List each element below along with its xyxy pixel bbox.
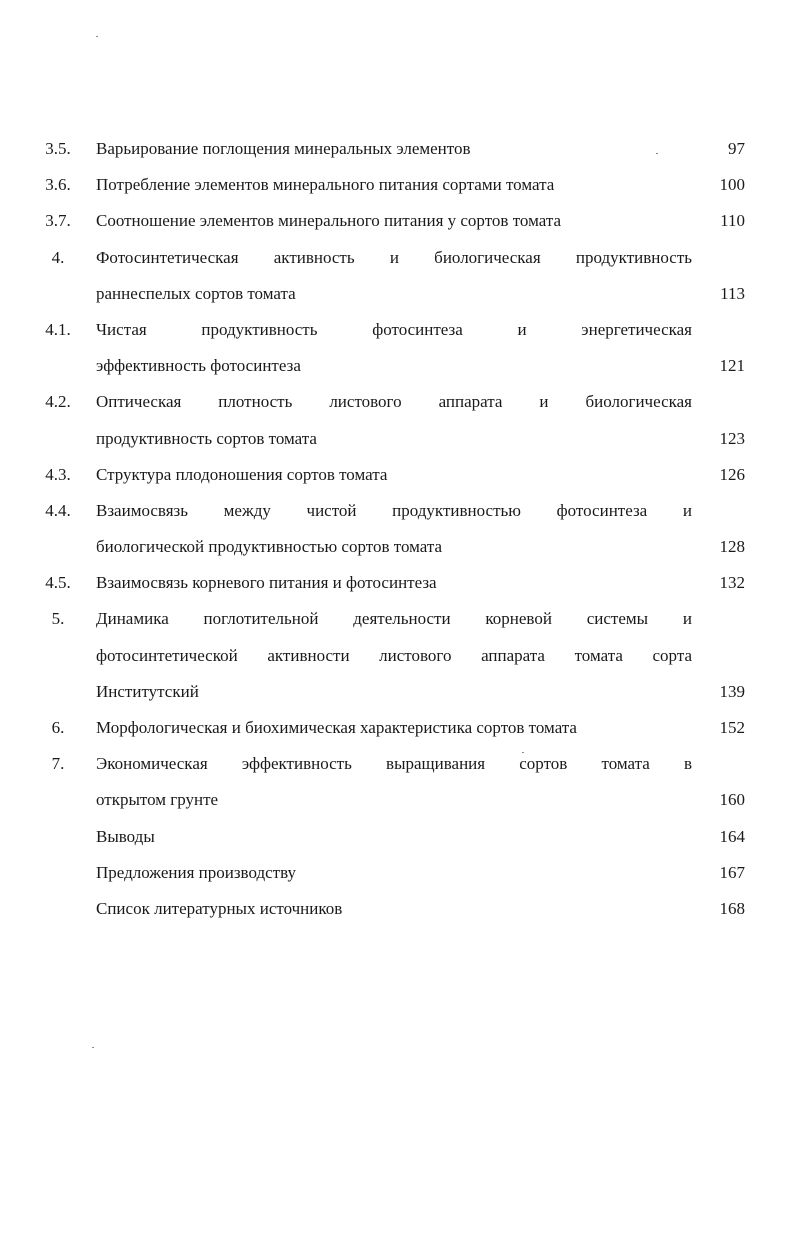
toc-entry-title: Институтский bbox=[96, 681, 199, 701]
toc-entry-page: 113 bbox=[720, 283, 745, 303]
toc-entry-number: 3.5. bbox=[45, 139, 71, 158]
toc-entry-number: 3.6. bbox=[45, 175, 71, 195]
toc-entry-title: Структура плодоношения сортов томата bbox=[96, 464, 388, 484]
toc-line bbox=[0, 348, 795, 384]
toc-line bbox=[0, 819, 795, 855]
toc-entry-number: 4. bbox=[51, 247, 65, 267]
toc-entry-title: фотосинтетической активности листового аппарата томата сорта bbox=[96, 645, 692, 665]
toc-entry-page: 167 bbox=[719, 862, 745, 882]
toc-entry-title: Морфологическая и биохимическая характеристика сортов томата bbox=[96, 718, 577, 737]
toc-entry-title: продуктивность сортов томата bbox=[96, 428, 317, 448]
toc-entry-title: Варьирование поглощения минеральных элементов bbox=[96, 139, 471, 158]
toc-entry-title: Фотосинтетическая активность и биологическая продуктивность bbox=[96, 247, 692, 267]
toc-line bbox=[0, 167, 795, 203]
toc-entry-page: 168 bbox=[719, 898, 745, 918]
toc-line bbox=[0, 710, 795, 746]
toc-entry-title: Динамика поглотительной деятельности корневой системы и bbox=[96, 609, 692, 629]
toc-line bbox=[0, 638, 795, 674]
toc-entry-title: Список литературных источников bbox=[96, 898, 343, 918]
toc-entry-number: 7. bbox=[51, 754, 65, 774]
toc-line bbox=[0, 312, 795, 348]
toc-entry-number: 4.2. bbox=[45, 392, 71, 412]
toc-entry-page: 128 bbox=[719, 537, 745, 557]
toc-entry-title: Предложения производству bbox=[96, 862, 297, 882]
toc-entry-number: 4.3. bbox=[45, 464, 71, 484]
toc-entry-title: Оптическая плотность листового аппарата и биологическая bbox=[96, 392, 692, 412]
toc-line bbox=[0, 421, 795, 457]
toc-entry-title: биологической продуктивностью сортов томата bbox=[96, 537, 443, 557]
toc-line bbox=[0, 565, 795, 601]
toc-entry-title: открытом грунте bbox=[96, 790, 219, 810]
toc-entry-number: 4.5. bbox=[45, 573, 71, 593]
toc-line bbox=[0, 240, 795, 276]
toc-entry-number: 5. bbox=[51, 609, 65, 629]
toc-entry-title: Соотношение элементов минерального питания у сортов томата bbox=[96, 211, 562, 231]
toc-line bbox=[0, 601, 795, 637]
toc-line bbox=[0, 457, 795, 493]
toc-entry-title: Взаимосвязь между чистой продуктивностью фотосинтеза и bbox=[96, 500, 692, 520]
toc-line bbox=[0, 674, 795, 710]
scan-speck bbox=[96, 36, 98, 37]
toc-entry-number: 4.1. bbox=[45, 319, 71, 339]
toc-entry-page: 123 bbox=[719, 428, 745, 448]
toc-line bbox=[0, 782, 795, 818]
toc-line bbox=[0, 384, 795, 420]
toc-line bbox=[0, 131, 795, 167]
toc-entry-page: 110 bbox=[720, 211, 745, 231]
toc-line bbox=[0, 493, 795, 529]
toc-line bbox=[0, 746, 795, 782]
scan-speck bbox=[92, 1047, 94, 1048]
toc-entry-page: 100 bbox=[719, 175, 745, 195]
toc-entry-number: 4.4. bbox=[45, 500, 71, 520]
toc-entry-page: 97 bbox=[728, 139, 745, 158]
toc-entry-page: 121 bbox=[719, 356, 745, 376]
toc-entry-number: 3.7. bbox=[45, 211, 71, 231]
toc-entry-page: 160 bbox=[719, 790, 745, 810]
toc-entry-title: эффективность фотосинтеза bbox=[96, 356, 301, 376]
toc-line bbox=[0, 203, 795, 239]
toc-entry-page: 152 bbox=[719, 718, 745, 737]
toc-entry-page: 139 bbox=[719, 681, 745, 701]
toc-entry-title: Выводы bbox=[96, 826, 155, 846]
toc-entry-title: Потребление элементов минерального питания сортами томата bbox=[96, 175, 555, 195]
toc-entry-page: 132 bbox=[719, 573, 745, 593]
toc-line bbox=[0, 855, 795, 891]
toc-entry-page: 164 bbox=[719, 826, 745, 846]
table-of-contents bbox=[0, 131, 795, 927]
toc-entry-title: раннеспелых сортов томата bbox=[96, 283, 296, 303]
toc-entry-title: Экономическая эффективность выращивания сортов томата в bbox=[96, 754, 692, 774]
toc-entry-page: 126 bbox=[719, 464, 745, 484]
toc-line bbox=[0, 891, 795, 927]
toc-entry-number: 6. bbox=[51, 718, 65, 737]
toc-entry-title: Взаимосвязь корневого питания и фотосинтеза bbox=[96, 573, 437, 593]
toc-entry-title: Чистая продуктивность фотосинтеза и энергетическая bbox=[96, 319, 692, 339]
toc-line bbox=[0, 276, 795, 312]
toc-line bbox=[0, 529, 795, 565]
